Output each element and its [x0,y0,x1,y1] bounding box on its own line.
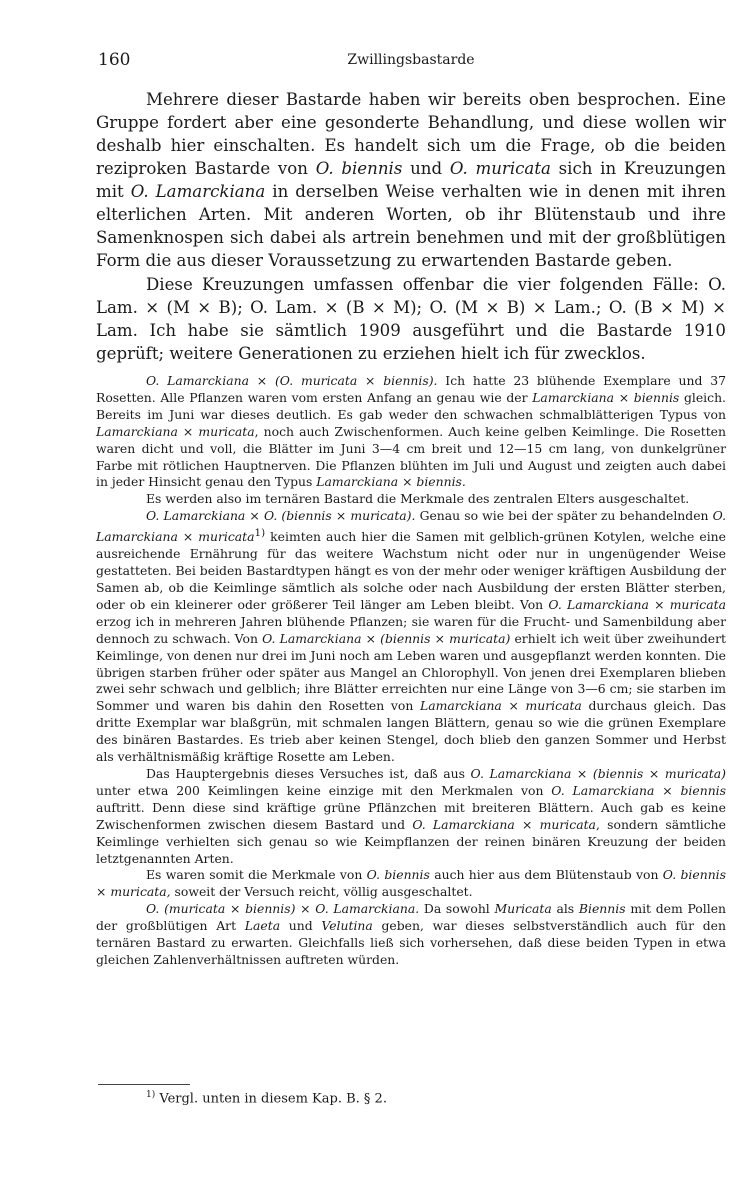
body-text [96,88,726,969]
page-header [98,50,724,74]
main-text [96,88,726,365]
running-title: Zwillingsbastarde [347,52,475,68]
paragraph-2: Diese Kreuzungen umfassen offenbar die vier folgenden Fälle: O. Lam. × (M × B); O. Lam. × (B × M); O. (M × B) × Lam.; O. (B × M) × Lam. Ich habe sie sämtlich 1909 ausgeführt und die Bastarde 1910 geprüft; weitere Generationen zu erziehen hielt ich für zwecklos. [96,275,726,363]
footnote [146,1090,387,1106]
conclusion-paragraph-1: Es werden also im ternären Bastard die Merkmale des zentralen Elters ausgeschaltet. [146,491,690,507]
footnote-text: Vergl. unten in diesem Kap. B. § 2. [155,1091,387,1107]
conclusion-paragraph-2: Es waren somit die Merkmale von O. biennis auch hier aus dem Blütenstaub von O. biennis × muricata, soweit der Versuch reicht, völlig ausgeschaltet. [96,867,727,900]
page-number: 160 [98,50,131,70]
footnote-rule [98,1084,190,1085]
experiment-3-paragraph: O. (muricata × biennis) × O. Lamarckiana. Da sowohl Muricata als Biennis mit dem Pollen der großblütigen Art Laeta und Velutina geben, war dieses selbstverständlich auch für den ternären Bastard zu erwarten. Gleichfalls ließ sich vorhersehen, daß diese beiden Typen in etwa gleichen Zahlenverhältnissen auftreten würden. [96,901,727,967]
footnote-mark: 1) [146,1090,156,1100]
small-print-section [96,373,726,969]
footnote-ref: 1) [254,527,266,540]
main-result-paragraph: Das Hauptergebnis dieses Versuches ist, daß aus O. Lamarckiana × (biennis × muricata) unter etwa 200 Keimlingen keine einzige mit den Merkmalen von O. Lamarckiana × biennis auftritt. Denn diese sind kräftige grüne Pflänzchen mit breiteren Blättern. Auch gab es keine Zwischenformen zwischen diesem Bastard und O. Lamarckiana × muricata, sondern sämtliche Keimlinge verhielten sich genau so wie Keimpflanzen der reinen binären Kreuzung der beiden letztgenannten Arten. [96,765,726,866]
experiment-2-paragraph: O. Lamarckiana × O. (biennis × muricata). Genau so wie bei der später zu behandelnden O. Lamarckiana × muricata$^{1)}$ keimten auch hier die Samen mit gelblich-grünen Kotylen, welche eine ausreichende Ernährung für das weitere Wachstum nicht oder nur in ungenügender Weise gestatteten. Bei beiden Bastardtypen hängt es von der mehr oder weniger kräftigen Ausbildung der Samen ab, ob die Keimlinge sämtlich als solche oder nach Ausbildung der ersten Blätter sterben, oder ob ein kleinerer oder größerer Teil länger am Leben bleibt. Von O. Lamarckiana × muricata erzog ich in mehreren Jahren blühende Pflanzen; sie waren für die Frucht- und Samenbildung aber dennoch zu schwach. Von O. Lamarckiana × (biennis × muricata) erhielt ich weit über zweihundert Keimlinge, von denen nur drei im Juni noch am Leben waren und ausgepflanzt werden konnten. Die übrigen starben früher oder später aus Mangel an Chlorophyll. Von jenen drei Exemplaren blieben zwei sehr schwach und gelblich; ihre Blätter erreichten nur eine Länge von 3—6 cm; sie starben im Sommer und waren bis dahin den Rosetten von Lamarckiana × muricata durchaus gleich. Das dritte Exemplar war blaßgrün, mit schmalen langen Blättern, genau so wie die grünen Exemplare des binären Bastardes. Es trieb aber keinen Stengel, doch blieb den ganzen Sommer und Herbst als verhältnismäßig kräftige Rosette am Leben. [96,508,727,765]
paragraph-1: Mehrere dieser Bastarde haben wir bereits oben besprochen. Eine Gruppe fordert aber eine gesonderte Behandlung, und diese wollen wir deshalb hier einschalten. Es handelt sich um die Frage, ob die beiden reziproken Bastarde von O. biennis und O. muricata sich in Kreuzungen mit O. Lamarckiana in derselben Weise verhalten wie in denen mit ihren elterlichen Arten. Mit anderen Worten, ob ihr Blütenstaub und ihre Samenknospen sich dabei als artrein benehmen und mit der großblütigen Form die aus dieser Voraussetzung zu erwartenden Bastarde geben. [96,90,726,270]
experiment-1-paragraph: O. Lamarckiana × (O. muricata × biennis). Ich hatte 23 blühende Exemplare und 37 Rosetten. Alle Pflanzen waren vom ersten Anfang an genau wie der Lamarckiana × biennis gleich. Bereits im Juni war dieses deutlich. Es gab weder den schwachen schmalblätterigen Typus von Lamarckiana × muricata, noch auch Zwischenformen. Auch keine gelben Keimlinge. Die Rosetten waren dicht und voll, die Blätter im Juni 3—4 cm breit und 12—15 cm lang, von dunkelgrüner Farbe mit rötlichen Hauptnerven. Die Pflanzen blühten im Juli und August und zeigten auch dabei in jeder Hinsicht genau den Typus Lamarckiana × biennis. [96,373,726,490]
